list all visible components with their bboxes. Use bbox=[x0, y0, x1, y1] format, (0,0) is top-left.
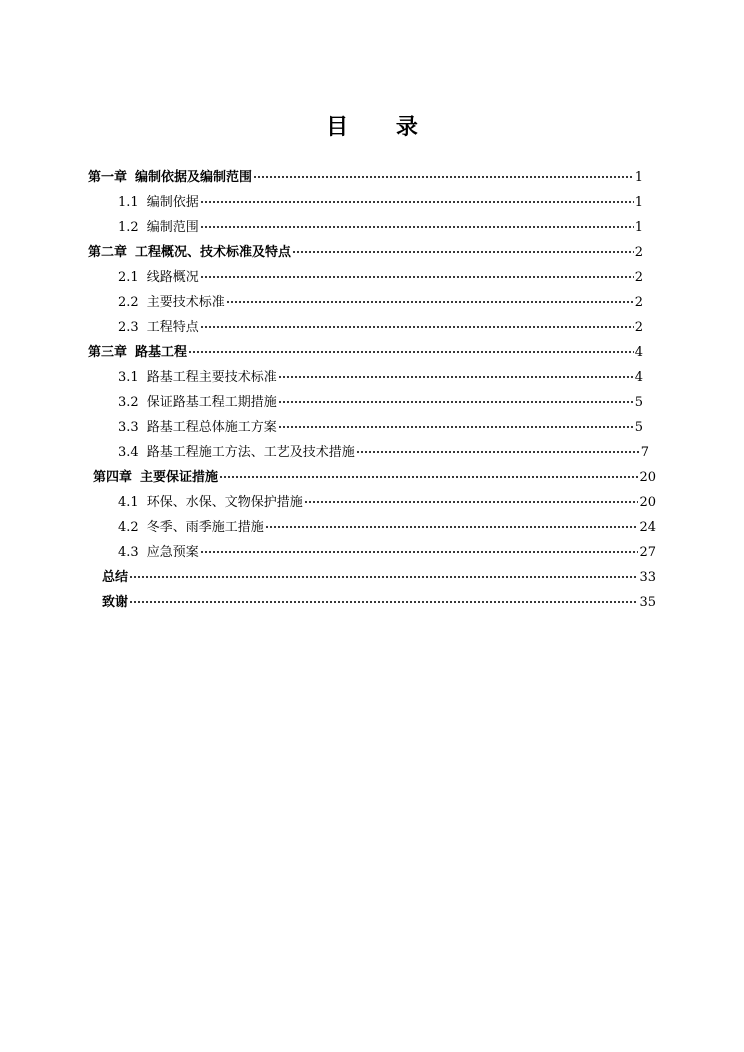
toc-entry-title: 编制依据 bbox=[146, 195, 199, 210]
toc-entry-section-1-1[interactable] bbox=[118, 191, 643, 215]
toc-entry-page: 35 bbox=[639, 595, 656, 610]
toc-entry-page: 27 bbox=[639, 545, 656, 560]
toc-entry-title: 路基工程总体施工方案 bbox=[146, 420, 277, 435]
toc-leader-dots bbox=[129, 576, 638, 578]
toc-entry-section-2-3[interactable] bbox=[118, 316, 643, 340]
toc-entry-title: 编制范围 bbox=[146, 220, 199, 235]
toc-entry-number: 4.3 bbox=[118, 545, 139, 560]
toc-entry-section-3-1[interactable] bbox=[118, 366, 643, 390]
toc-leader-dots bbox=[278, 426, 634, 428]
toc-entry-title: 应急预案 bbox=[146, 545, 199, 560]
toc-entry-number: 3.1 bbox=[118, 370, 139, 385]
toc-entry-page: 4 bbox=[634, 370, 643, 385]
toc-entry-page: 33 bbox=[639, 570, 656, 585]
toc-leader-dots bbox=[304, 501, 639, 503]
toc-entry-page: 1 bbox=[634, 195, 643, 210]
toc-leader-dots bbox=[253, 176, 634, 178]
toc-entry-title: 路基工程主要技术标准 bbox=[146, 370, 277, 385]
toc-entry-acknowledgements[interactable] bbox=[102, 591, 656, 615]
toc-entry-page: 7 bbox=[640, 445, 649, 460]
toc-leader-dots bbox=[265, 526, 639, 528]
toc-entry-number: 4.1 bbox=[118, 495, 139, 510]
toc-entry-number: 第四章 bbox=[93, 470, 133, 485]
toc-entry-page: 1 bbox=[634, 170, 643, 185]
toc-entry-summary[interactable] bbox=[102, 566, 656, 590]
toc-entry-number: 2.1 bbox=[118, 270, 139, 285]
toc-entry-number: 1.2 bbox=[118, 220, 139, 235]
toc-entry-title: 主要技术标准 bbox=[146, 295, 225, 310]
toc-leader-dots bbox=[129, 601, 638, 603]
toc-entry-title: 工程特点 bbox=[146, 320, 199, 335]
toc-leader-dots bbox=[188, 351, 634, 353]
page-title: 目 录 bbox=[326, 115, 438, 140]
toc-entry-page: 4 bbox=[634, 345, 643, 360]
toc-entry-page: 1 bbox=[634, 220, 643, 235]
toc-entry-title: 环保、水保、文物保护措施 bbox=[146, 495, 303, 510]
toc-entry-number: 3.4 bbox=[118, 445, 139, 460]
toc-leader-dots bbox=[200, 201, 634, 203]
toc-entry-page: 2 bbox=[634, 320, 643, 335]
toc-leader-dots bbox=[292, 251, 634, 253]
toc-leader-dots bbox=[200, 276, 634, 278]
toc-leader-dots bbox=[200, 326, 634, 328]
toc-entry-number: 2.2 bbox=[118, 295, 139, 310]
toc-leader-dots bbox=[278, 376, 634, 378]
toc-entry-section-3-3[interactable] bbox=[118, 416, 643, 440]
toc-entry-title: 总结 bbox=[102, 570, 129, 585]
toc-entry-number: 1.1 bbox=[118, 195, 139, 210]
toc-leader-dots bbox=[278, 401, 634, 403]
toc-entry-title: 路基工程 bbox=[135, 345, 188, 360]
toc-entry-page: 5 bbox=[634, 395, 643, 410]
toc-entry-title: 工程概况、技术标准及特点 bbox=[135, 245, 292, 260]
toc-entry-section-4-2[interactable] bbox=[118, 516, 656, 540]
toc-entry-number: 第一章 bbox=[88, 170, 128, 185]
toc-leader-dots bbox=[356, 451, 640, 453]
toc-entry-page: 2 bbox=[634, 270, 643, 285]
toc-entry-number: 3.2 bbox=[118, 395, 139, 410]
toc-entry-section-3-4[interactable] bbox=[118, 441, 649, 465]
toc-entry-title: 致谢 bbox=[102, 595, 129, 610]
toc-entry-chapter-1[interactable] bbox=[88, 166, 643, 190]
toc-entry-page: 5 bbox=[634, 420, 643, 435]
toc-entry-title: 主要保证措施 bbox=[140, 470, 219, 485]
toc-entry-page: 20 bbox=[639, 495, 656, 510]
toc-leader-dots bbox=[200, 226, 634, 228]
toc-entry-section-1-2[interactable] bbox=[118, 216, 643, 240]
toc-entry-chapter-4[interactable] bbox=[93, 466, 656, 490]
toc-entry-section-4-3[interactable] bbox=[118, 541, 656, 565]
toc-entry-page: 2 bbox=[634, 295, 643, 310]
toc-entry-title: 路基工程施工方法、工艺及技术措施 bbox=[146, 445, 355, 460]
toc-entry-title: 线路概况 bbox=[146, 270, 199, 285]
toc-entry-title: 保证路基工程工期措施 bbox=[146, 395, 277, 410]
toc-entry-section-4-1[interactable] bbox=[118, 491, 656, 515]
toc-entry-chapter-3[interactable] bbox=[88, 341, 643, 365]
toc-entry-number: 第三章 bbox=[88, 345, 128, 360]
toc-entry-number: 2.3 bbox=[118, 320, 139, 335]
toc-entry-title: 冬季、雨季施工措施 bbox=[146, 520, 264, 535]
toc-entry-page: 24 bbox=[639, 520, 656, 535]
toc-leader-dots bbox=[219, 476, 638, 478]
toc-entry-section-3-2[interactable] bbox=[118, 391, 643, 415]
toc-entry-title: 编制依据及编制范围 bbox=[135, 170, 253, 185]
toc-entry-page: 20 bbox=[639, 470, 656, 485]
toc-entry-section-2-1[interactable] bbox=[118, 266, 643, 290]
toc-entry-chapter-2[interactable] bbox=[88, 241, 643, 265]
toc-leader-dots bbox=[200, 551, 639, 553]
toc-entry-number: 3.3 bbox=[118, 420, 139, 435]
toc-entry-section-2-2[interactable] bbox=[118, 291, 643, 315]
toc-entry-number: 4.2 bbox=[118, 520, 139, 535]
toc-leader-dots bbox=[226, 301, 634, 303]
toc-entry-number: 第二章 bbox=[88, 245, 128, 260]
toc-entry-page: 2 bbox=[634, 245, 643, 260]
